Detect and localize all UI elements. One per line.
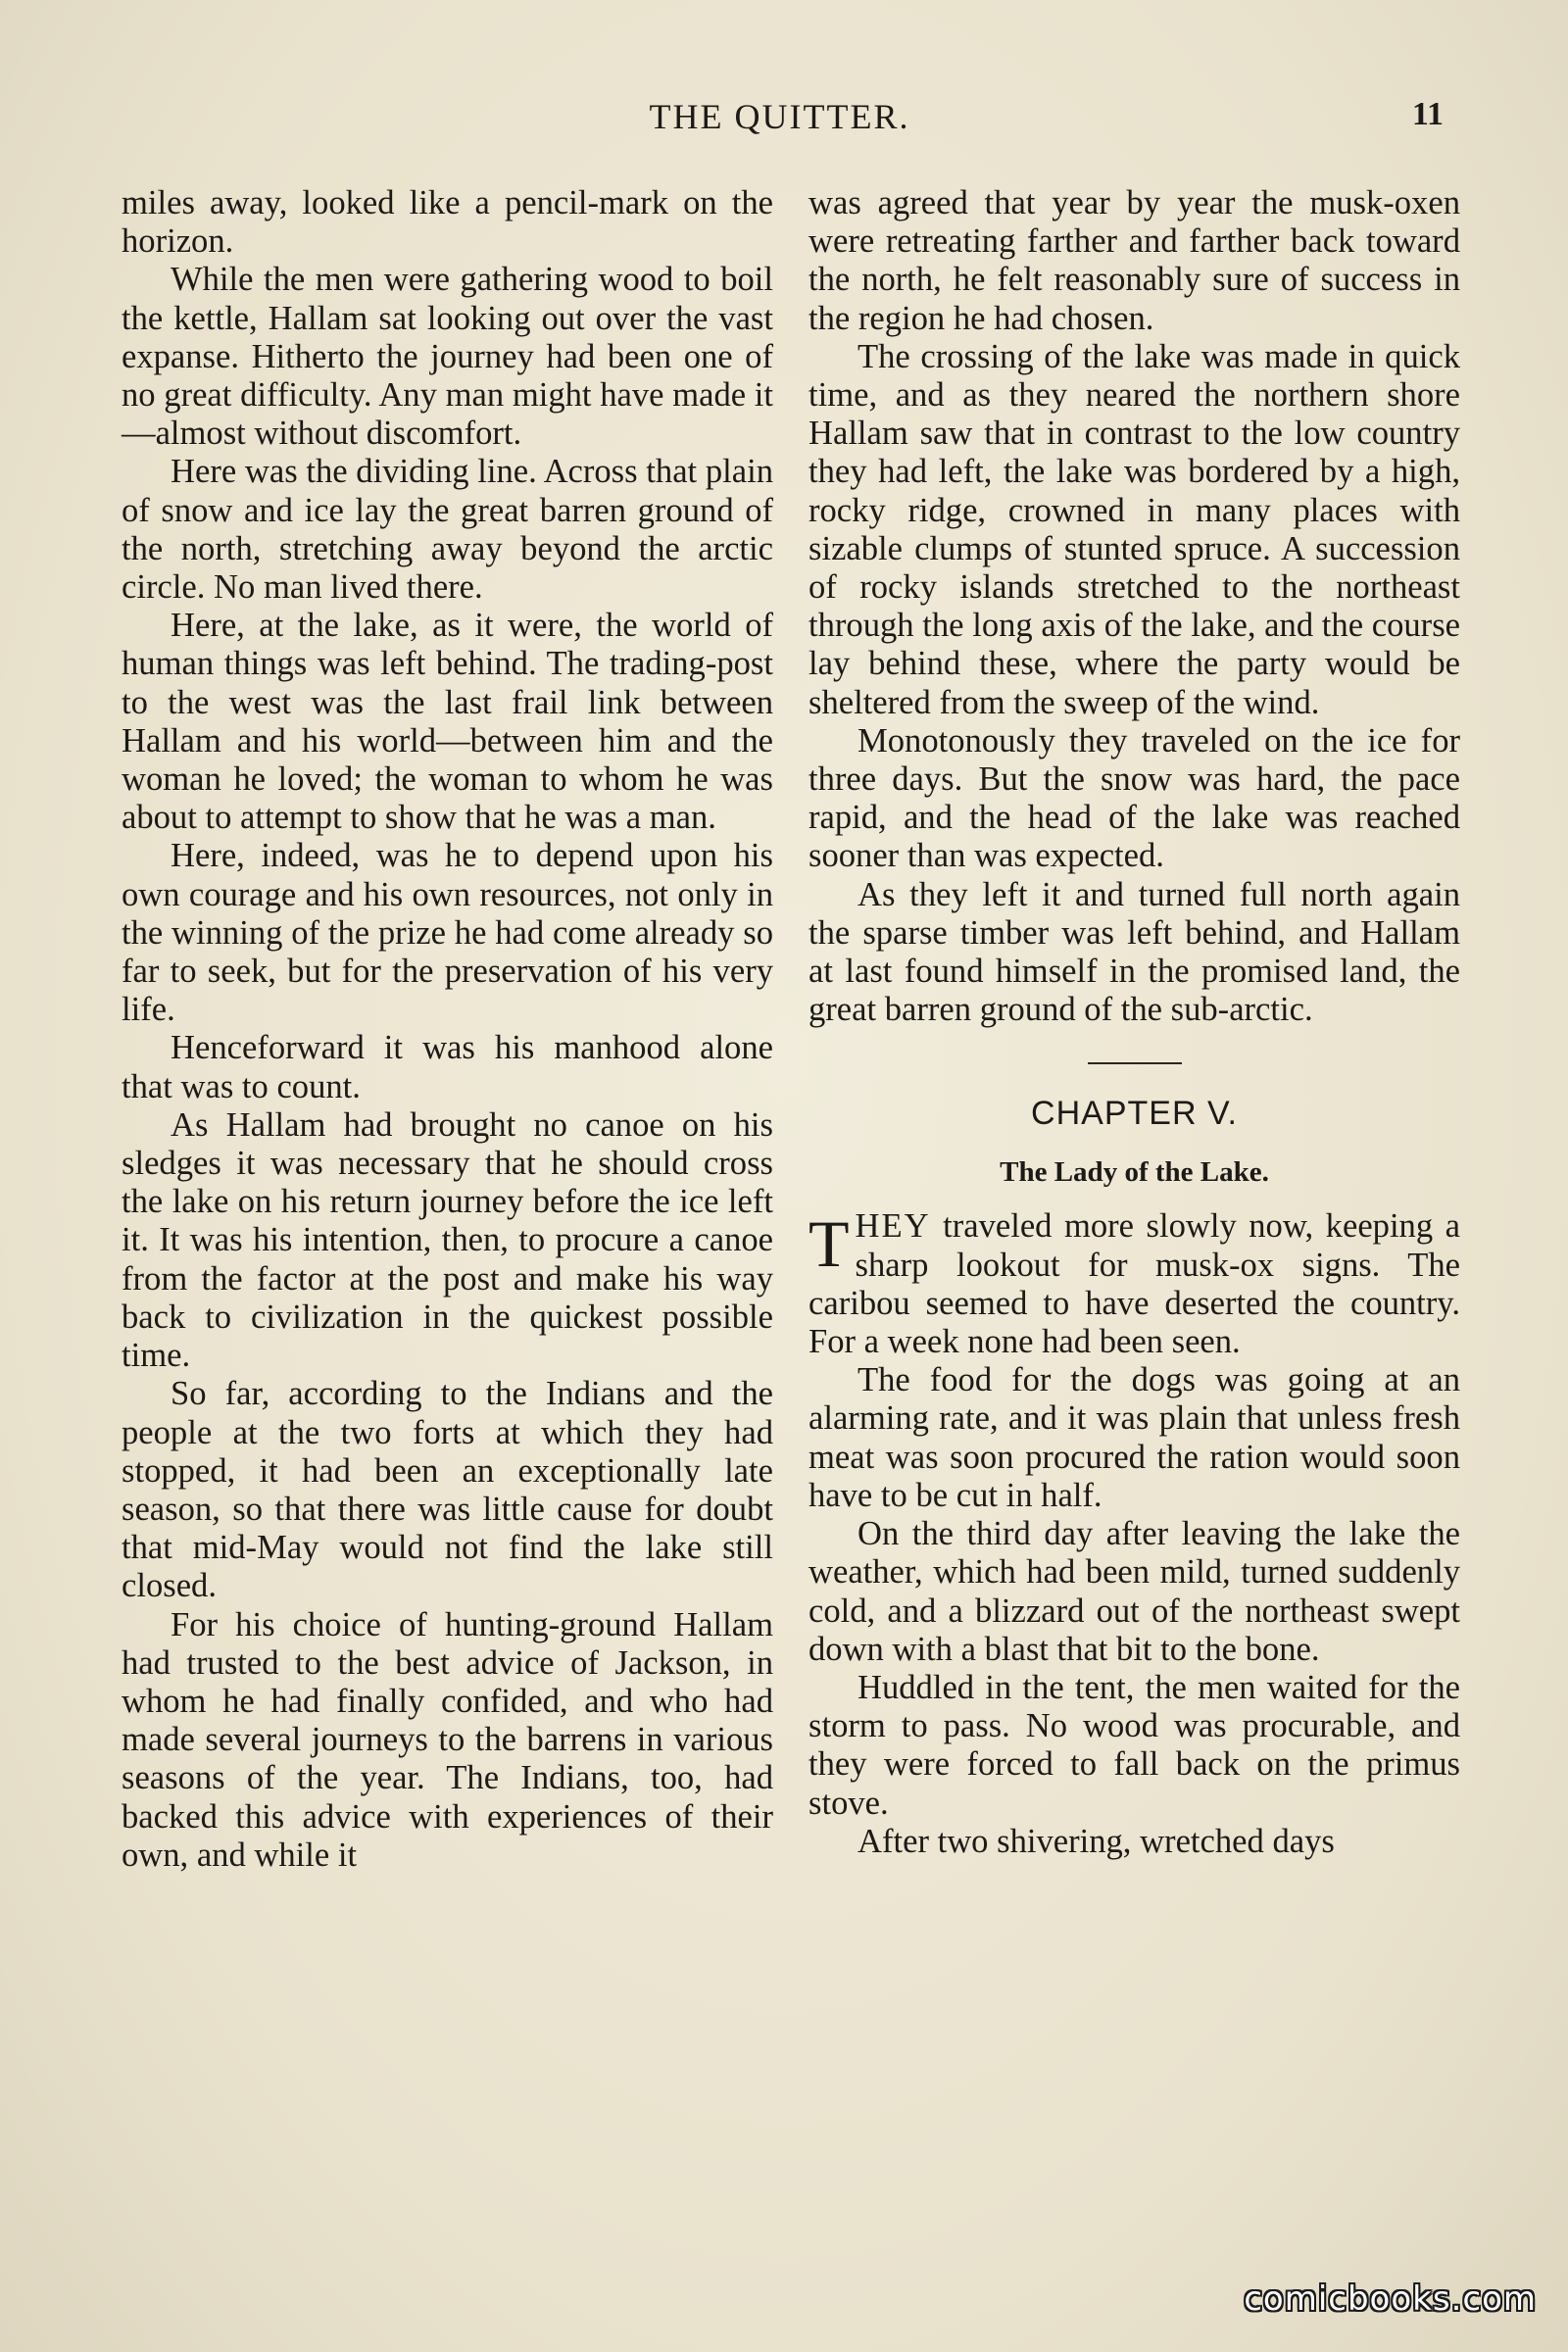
paragraph: Here, at the lake, as it were, the world of human things was left behind. The trading-post to the west was the last frail link between Hallam and his world—between him and the woman he loved; the woman to whom he was about to attempt to show that he was a man. xyxy=(122,607,773,837)
paragraph: On the third day after leaving the lake the weather, which had been mild, turned suddenly cold, and a blizzard out of the northeast swept down with a blast that bit to the bone. xyxy=(808,1515,1460,1668)
paragraph: While the men were gathering wood to boil the kettle, Hallam sat looking out over the vast expanse. Hitherto the journey had been one of no great difficulty. Any man might have made it—almost without discomfort. xyxy=(122,261,773,453)
drop-cap: T xyxy=(808,1206,850,1282)
opening-paragraph xyxy=(808,1207,1460,1361)
paragraph: As Hallam had brought no canoe on his sledges it was necessary that he should cross the lake on his return journey before the ice left it. It was his intention, then, to procure a canoe from the factor at the post and make his way back to civilization in the quickest possible time. xyxy=(122,1105,773,1375)
chapter-subtitle: The Lady of the Lake. xyxy=(1000,1156,1269,1189)
running-title: THE QUITTER. xyxy=(649,97,910,136)
small-caps-word: HEY xyxy=(855,1207,931,1246)
paragraph: Monotonously they traveled on the ice for three days. But the snow was hard, the pace rapid, and the head of the lake was reached sooner than was expected. xyxy=(808,721,1460,875)
paragraph: After two shivering, wretched days xyxy=(858,1822,1335,1860)
paragraph: So far, according to the Indians and the people at the two forts at which they had stopped, it had been an exceptionally late season, so that there was little cause for doubt that mid-May would not find the lake still closed. xyxy=(122,1375,773,1605)
left-column xyxy=(122,184,773,1875)
paragraph: As they left it and turned full north again the sparse timber was left behind, and Hallam at last found himself in the promised land, the great barren ground of the sub-arctic. xyxy=(808,875,1460,1029)
paragraph: Huddled in the tent, the men waited for the storm to pass. No wood was procurable, and they were forced to fall back on the primus stove. xyxy=(808,1668,1460,1822)
right-column xyxy=(808,184,1460,1861)
paragraph: Here, indeed, was he to depend upon his own courage and his own resources, not only in the winning of the prize he had come already so far to seek, but for the preservation of his very life. xyxy=(122,837,773,1029)
chapter-title: CHAPTER V. xyxy=(1031,1095,1238,1133)
paragraph: Here was the dividing line. Across that plain of snow and ice lay the great barren ground of the north, stretching away beyond the arctic circle. No man lived there. xyxy=(122,453,773,607)
paragraph: For his choice of hunting-ground Hallam had trusted to the best advice of Jackson, in whom he had finally confided, and who had made several journeys to the barrens in various seasons of the year. The Indians, too, had backed this advice with experiences of their own, and while it xyxy=(122,1605,773,1874)
paragraph: miles away, looked like a pencil-mark on the horizon. xyxy=(122,184,773,261)
section-divider xyxy=(1088,1062,1182,1064)
watermark: comicbooks.com xyxy=(1244,2279,1537,2319)
page-header xyxy=(116,96,1444,145)
page-number: 11 xyxy=(1411,96,1444,132)
paragraph: was agreed that year by year the musk-oxen were retreating farther and farther back toward the north, he felt reasonably sure of success in the region he had chosen. xyxy=(808,184,1460,337)
paragraph: The food for the dogs was going at an alarming rate, and it was plain that unless fresh meat was soon procured the ration would soon have to be cut in half. xyxy=(808,1361,1460,1514)
paragraph: The crossing of the lake was made in quick time, and as they neared the northern shore Hallam saw that in contrast to the low country they had left, the lake was bordered by a high, rocky ridge, crowned in many places with sizable clumps of stunted spruce. A succession of rocky islands stretched to the northeast through the long axis of the lake, and the course lay behind these, where the party would be sheltered from the sweep of the wind. xyxy=(808,337,1460,721)
opening-text: traveled more slowly now, keeping a sharp lookout for musk-ox signs. The caribou seemed to have deserted the country. For a week none had been seen. xyxy=(808,1207,1460,1361)
paragraph: Henceforward it was his manhood alone that was to count. xyxy=(122,1029,773,1105)
